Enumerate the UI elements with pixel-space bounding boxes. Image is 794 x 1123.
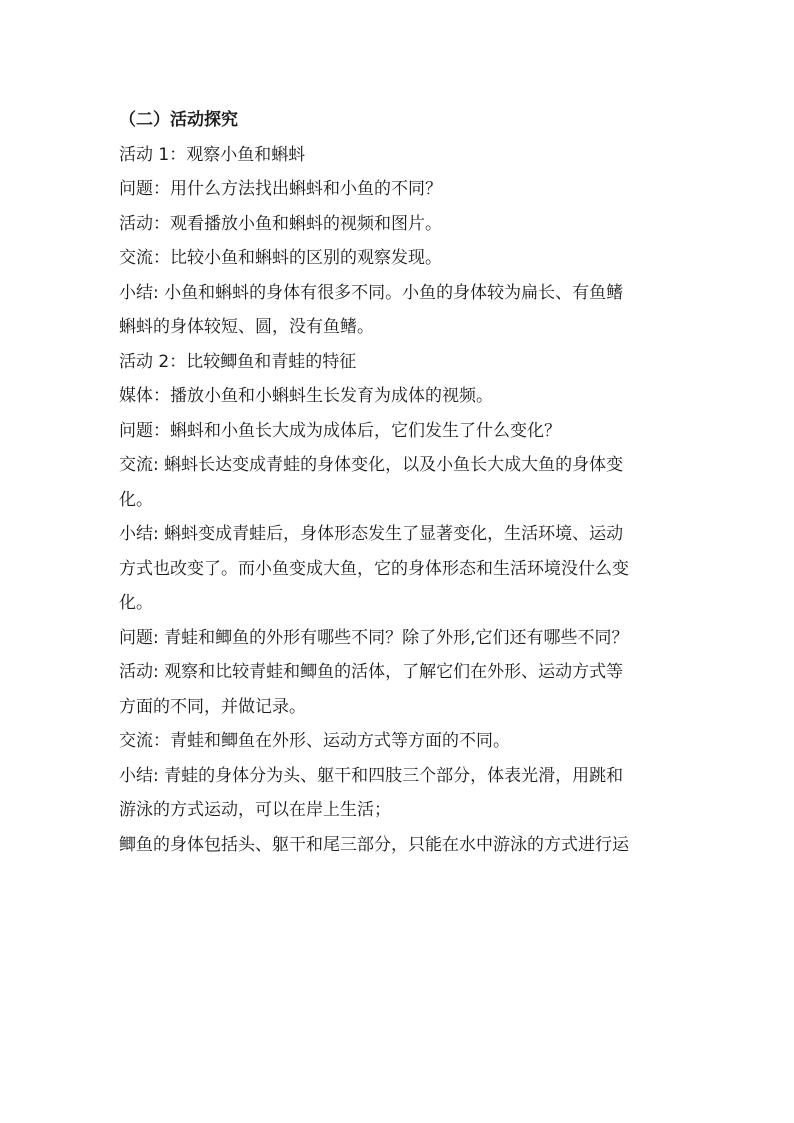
- media-line: 媒体：播放小鱼和小蝌蚪生长发育为成体的视频。: [119, 386, 493, 406]
- question-line: 问题：用什么方法找出蝌蚪和小鱼的不同？: [119, 179, 442, 199]
- summary-line-continued: 方式也改变了。而小鱼变成大鱼，它的身体形态和生活环境没什么变: [119, 558, 629, 579]
- question-line: 问题: 青蛙和鲫鱼的外形有哪些不同？除了外形,它们还有哪些不同？: [119, 627, 629, 648]
- exchange-line: 交流：比较小鱼和蝌蚪的区别的观察发现。: [119, 248, 442, 268]
- section-title: （二）活动探究: [119, 110, 238, 130]
- exchange-line: 交流: 蝌蚪长达变成青蛙的身体变化，以及小鱼长大成大鱼的身体变: [119, 455, 624, 475]
- summary-line-continued: 化。: [119, 593, 153, 613]
- summary-line: 小结: 蝌蚪变成青蛙后，身体形态发生了显著变化，生活环境、运动: [119, 524, 624, 544]
- question-line: 问题：蝌蚪和小鱼长大成为成体后，它们发生了什么变化？: [119, 420, 561, 441]
- activity-line-continued: 方面的不同，并做记录。: [119, 696, 306, 717]
- document-body: [119, 103, 679, 862]
- summary-line-continued: 蝌蚪的身体较短、圆，没有鱼鳍。: [119, 317, 374, 337]
- summary-line-continued: 游泳的方式运动，可以在岸上生活；: [119, 800, 391, 820]
- activity-line: 活动：观看播放小鱼和蝌蚪的视频和图片。: [119, 213, 442, 234]
- summary-line: 小结: 小鱼和蝌蚪的身体有很多不同。小鱼的身体较为扁长、有鱼鳍: [119, 282, 624, 303]
- activity-1-title: 活动 1：观察小鱼和蝌蚪: [119, 144, 306, 165]
- exchange-line-continued: 化。: [119, 489, 153, 510]
- summary-line: 小结: 青蛙的身体分为头、躯干和四肢三个部分，体表光滑，用跳和: [119, 765, 624, 786]
- activity-2-title: 活动 2：比较鲫鱼和青蛙的特征: [119, 351, 357, 372]
- exchange-line: 交流：青蛙和鲫鱼在外形、运动方式等方面的不同。: [119, 731, 510, 751]
- activity-line: 活动: 观察和比较青蛙和鲫鱼的活体，了解它们在外形、运动方式等: [119, 662, 624, 682]
- crucian-carp-line: 鲫鱼的身体包括头、躯干和尾三部分，只能在水中游泳的方式进行运: [119, 834, 629, 855]
